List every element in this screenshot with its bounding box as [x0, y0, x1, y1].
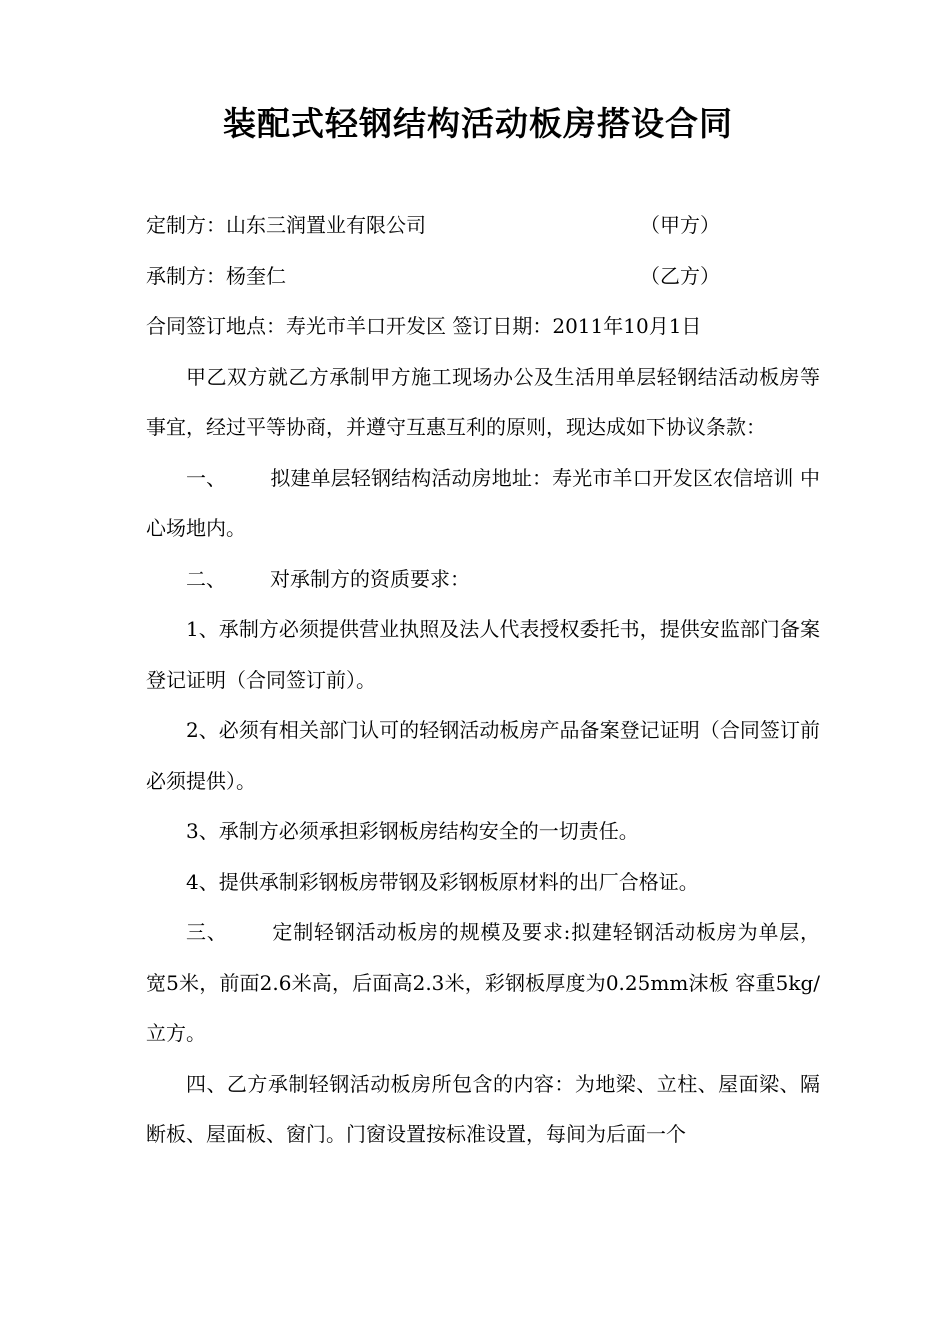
clause-1-text: 拟建单层轻钢结构活动房地址：寿光市羊口开发区农信培训 中心场地内。	[146, 465, 821, 540]
clause-2	[146, 554, 820, 605]
clause-3	[146, 907, 820, 1059]
document-body	[146, 200, 820, 1160]
intro-paragraph: 甲乙双方就乙方承制甲方施工现场办公及生活用单层轻钢结活动板房等事宜，经过平等协商，并遵守互惠互利的原则，现达成如下协议条款：	[146, 364, 820, 439]
requirement-4: 4、提供承制彩钢板房带钢及彩钢板原材料的出厂合格证。	[186, 869, 699, 894]
requirement-2: 2、必须有相关部门认可的轻钢活动板房产品备案登记证明（合同签订前必须提供）。	[146, 718, 820, 793]
party-a-label: 定制方：山东三润置业有限公司	[146, 213, 426, 237]
clause-3-text: 定制轻钢活动板房的规模及要求:拟建轻钢活动板房为单层， 宽5米，前面2.6米高，后面高2.3米，彩钢板厚度为0.25mm沫板 容重5kg/立方。	[146, 920, 820, 1045]
party-a-role: （甲方）	[640, 213, 720, 237]
sign-info: 合同签订地点：寿光市羊口开发区 签订日期：2011年10月1日	[146, 314, 702, 338]
party-a-row	[146, 200, 820, 251]
clause-4: 四、乙方承制轻钢活动板房所包含的内容：为地梁、立柱、屋面梁、隔断板、屋面板、窗门。门窗设置按标准设置，每间为后面一个	[146, 1071, 820, 1146]
clause-3-number: 三、	[186, 920, 228, 944]
clause-2-number: 二、	[186, 566, 226, 591]
party-b-row	[146, 251, 820, 302]
party-b-label: 承制方：杨奎仁	[146, 263, 286, 288]
clause-1-number: 一、	[186, 465, 227, 490]
clause-1	[146, 453, 820, 554]
requirement-3: 3、承制方必须承担彩钢板房结构安全的一切责任。	[186, 819, 639, 843]
document-title: 装配式轻钢结构活动板房搭设合同	[223, 104, 733, 143]
requirement-1: 1、承制方必须提供营业执照及法人代表授权委托书，提供安监部门备案登记证明（合同签订前）。	[146, 617, 820, 692]
clause-2-text: 对承制方的资质要求：	[270, 566, 470, 591]
party-b-role: （乙方）	[640, 263, 720, 288]
